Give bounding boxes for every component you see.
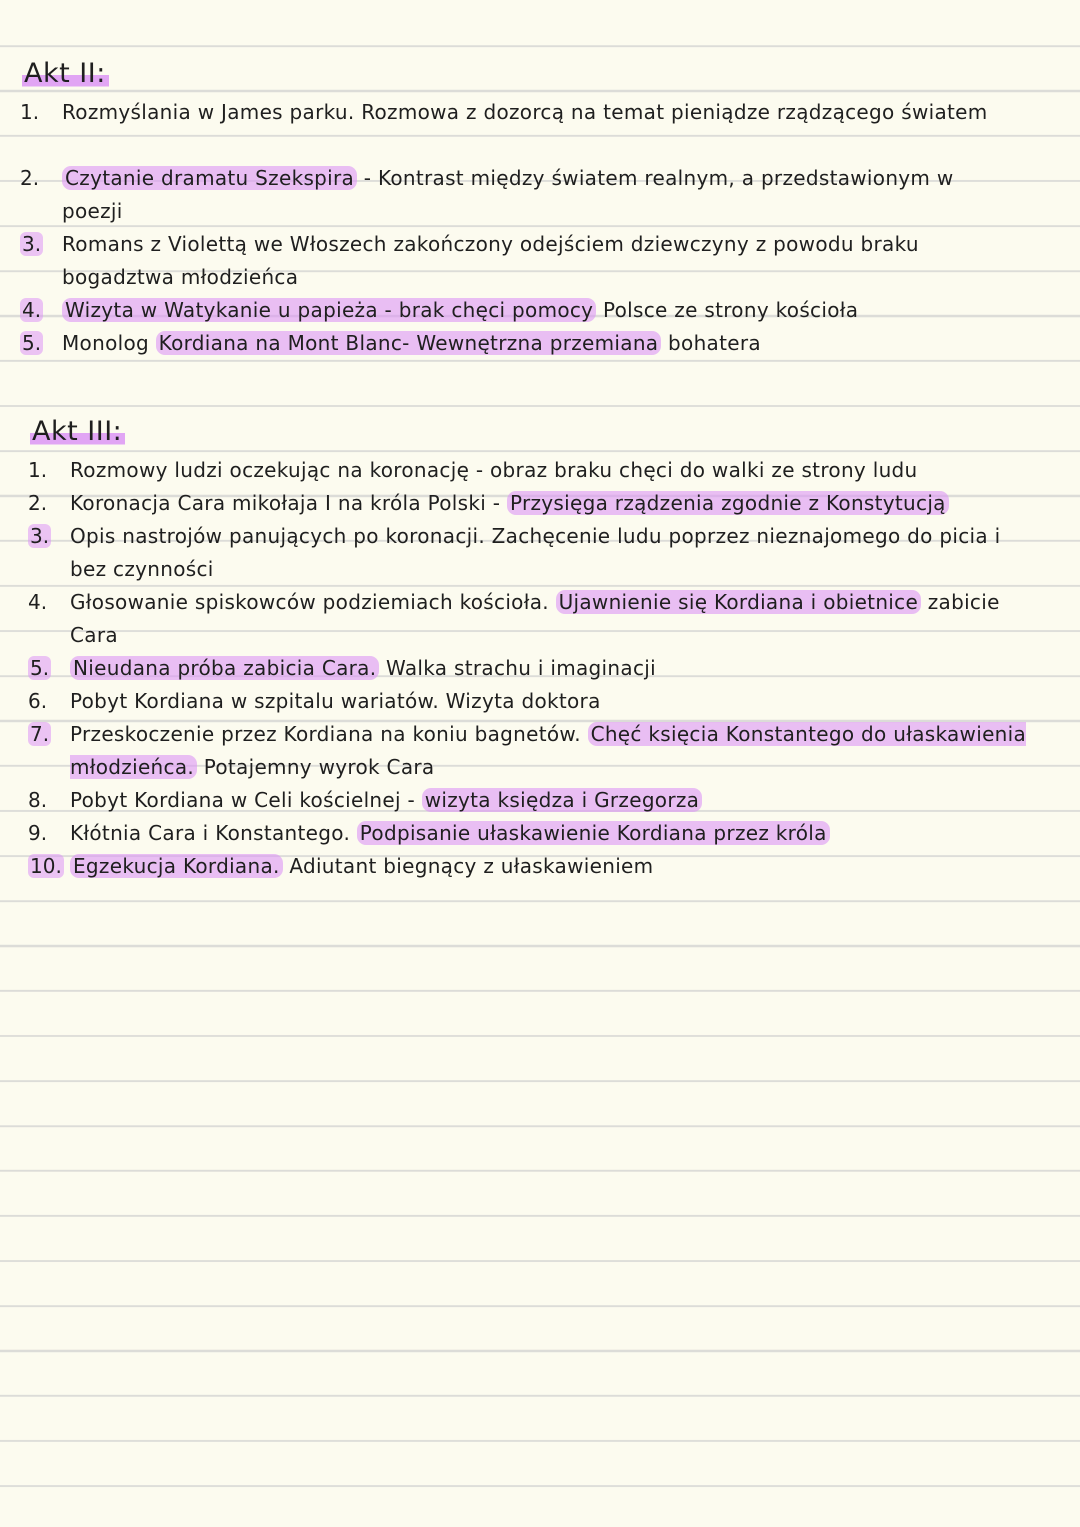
item-text: Rozmowy ludzi oczekując na koronację - obraz braku chęci do walki ze strony ludu (70, 458, 918, 482)
act-3-item-4 (28, 586, 1028, 652)
act-2-item-5 (20, 327, 1020, 360)
act-3-item-1 (28, 454, 1028, 487)
item-text: Monolog Kordiana na Mont Blanc- Wewnętrzna przemiana bohatera (62, 331, 761, 355)
act-2-item-3 (20, 228, 1020, 294)
item-text: Opis nastrojów panujących po koronacji. Zachęcenie ludu poprzez nieznajomego do picia i bez czynności (70, 524, 1001, 581)
item-number: 6. (28, 689, 48, 713)
item-number: 1. (28, 458, 48, 482)
item-text: Przeskoczenie przez Kordiana na koniu bagnetów. Chęć księcia Konstantego do ułaskawienia młodzieńca. Potajemny wyrok Cara (70, 722, 1027, 779)
highlight: Czytanie dramatu Szekspira (62, 166, 357, 190)
item-number: 1. (20, 100, 40, 124)
item-number: 4. (28, 590, 48, 614)
item-number: 7. (30, 722, 50, 746)
item-number: 4. (22, 298, 42, 322)
item-number: 5. (30, 656, 50, 680)
act-3-item-8 (28, 784, 1028, 817)
act-2-item-1 (20, 96, 1020, 129)
item-number: 2. (28, 491, 48, 515)
item-text: Głosowanie spiskowców podziemiach kościoła. Ujawnienie się Kordiana i obietnice zabicie Cara (70, 590, 1000, 647)
highlight: Chęć księcia Konstantego do ułaskawienia młodzieńca. (70, 722, 1027, 779)
item-text: Pobyt Kordiana w Celi kościelnej - wizyta księdza i Grzegorza (70, 784, 1028, 817)
item-number: 5. (22, 331, 42, 355)
item-text: Pobyt Kordiana w szpitalu wariatów. Wizyta doktora (70, 689, 601, 713)
highlight: Wizyta w Watykanie u papieża - brak chęci pomocy (62, 298, 596, 322)
item-text: Czytanie dramatu Szekspira - Kontrast między światem realnym, a przedstawionym w poezji (62, 166, 954, 223)
act-3-item-2 (28, 487, 1028, 520)
act-2-item-4 (20, 294, 1020, 327)
act-3-title: Akt III: (30, 416, 125, 447)
highlight: Ujawnienie się Kordiana i obietnice (556, 590, 921, 614)
item-text: Egzekucja Kordiana. Adiutant biegnący z ułaskawieniem (70, 850, 1028, 883)
act-3-item-5 (28, 652, 1028, 685)
item-number: 10. (30, 854, 62, 878)
act-3-item-9 (28, 817, 1028, 850)
item-number: 3. (22, 232, 42, 256)
item-text: Romans z Violettą we Włoszech zakończony odejściem dziewczyny z powodu braku bogadztwa młodzieńca (62, 232, 919, 289)
highlight: Podpisanie ułaskawienie Kordiana przez króla (357, 821, 830, 845)
item-text: Koronacja Cara mikołaja I na króla Polski - Przysięga rządzenia zgodnie z Konstytucją (70, 487, 1028, 520)
highlight: Kordiana na Mont Blanc- Wewnętrzna przemiana (156, 331, 662, 355)
item-text: Wizyta w Watykanie u papieża - brak chęci pomocy Polsce ze strony kościoła (62, 294, 1020, 327)
item-text: Nieudana próba zabicia Cara. Walka strachu i imaginacji (70, 652, 1028, 685)
act-3-item-3 (28, 520, 1028, 586)
item-number: 9. (28, 821, 48, 845)
act-3-item-10 (28, 850, 1028, 883)
highlight: wizyta księdza i Grzegorza (422, 788, 703, 812)
item-number: 3. (30, 524, 50, 548)
act-3-item-6 (28, 685, 1028, 718)
act-2-title: Akt II: (22, 58, 109, 89)
act-3-item-7 (28, 718, 1028, 784)
highlight: Nieudana próba zabicia Cara. (70, 656, 379, 680)
highlight: Egzekucja Kordiana. (70, 854, 283, 878)
item-number: 2. (20, 166, 40, 190)
highlight: Przysięga rządzenia zgodnie z Konstytucją (507, 491, 949, 515)
act-2-item-2 (20, 162, 1020, 228)
item-text: Rozmyślania w James parku. Rozmowa z dozorcą na temat pieniądze rządzącego światem (62, 100, 988, 124)
item-text: Kłótnia Cara i Konstantego. Podpisanie ułaskawienie Kordiana przez króla (70, 817, 1028, 850)
item-number: 8. (28, 788, 48, 812)
